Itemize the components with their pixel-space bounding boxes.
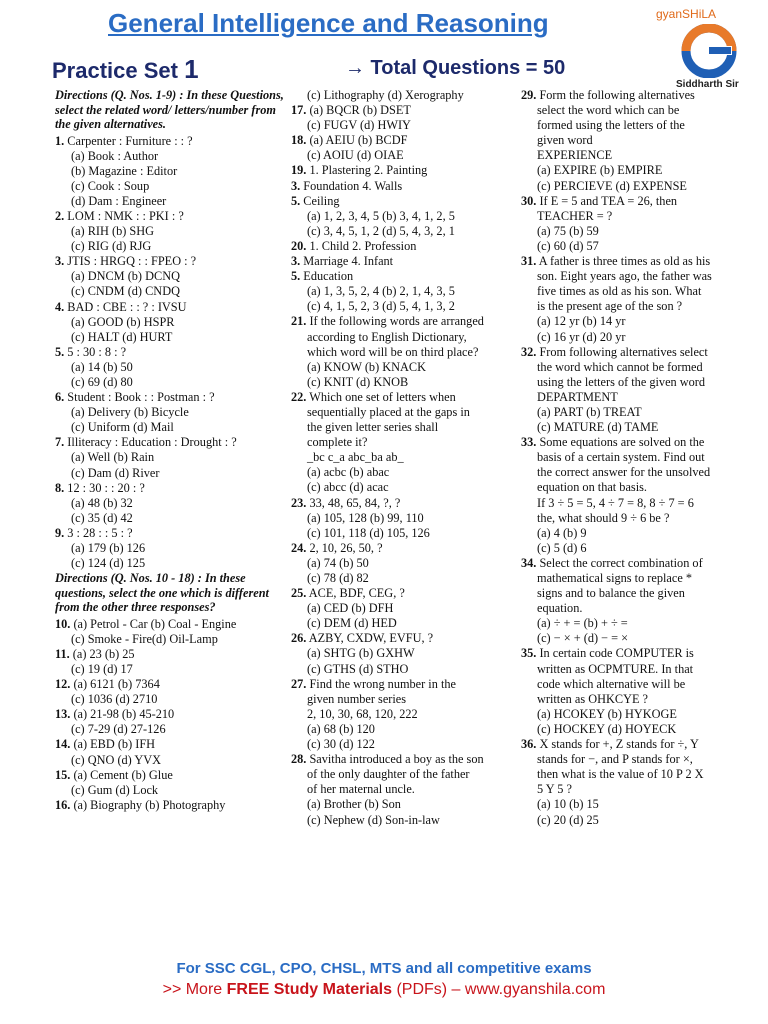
question-line: which word will be on third place? bbox=[307, 344, 479, 359]
answer-options: (c) FUGV (d) HWIY bbox=[307, 118, 411, 133]
answer-options: (c) Dam (d) River bbox=[71, 465, 160, 480]
question-line: 2, 10, 30, 68, 120, 222 bbox=[307, 706, 418, 721]
answer-options: (c) 7-29 (d) 27-126 bbox=[71, 722, 166, 737]
footer-promo-link[interactable]: (PDFs) – www.gyanshila.com bbox=[392, 981, 606, 998]
question-number: 8. bbox=[55, 480, 65, 495]
question-line: the given letter series shall bbox=[307, 420, 439, 435]
brand-name: gyanSHiLA bbox=[656, 7, 717, 21]
question-text: 11. (a) 23 (b) 25 bbox=[55, 646, 135, 661]
question-text: 33. Some equations are solved on the bbox=[521, 435, 705, 450]
question-text: 1. Carpenter : Furniture : : ? bbox=[55, 133, 193, 148]
answer-options: (c) CNDM (d) CNDQ bbox=[71, 284, 180, 299]
question-line: then what is the value of 10 P 2 X bbox=[537, 767, 704, 782]
question-number: 23. bbox=[291, 495, 307, 510]
footer-promo-bold: FREE Study Materials bbox=[226, 981, 392, 998]
answer-options: (a) Delivery (b) Bicycle bbox=[71, 405, 189, 420]
answer-options: (c) 4, 1, 5, 2, 3 (d) 5, 4, 1, 3, 2 bbox=[307, 299, 455, 314]
question-text: 6. Student : Book : : Postman : ? bbox=[55, 390, 215, 405]
question-line: signs and to balance the given bbox=[537, 586, 685, 601]
answer-options: (c) Nephew (d) Son-in-law bbox=[307, 812, 440, 827]
answer-options: (a) PART (b) TREAT bbox=[537, 404, 642, 419]
question-number: 15. bbox=[55, 767, 71, 782]
question-line: DEPARTMENT bbox=[537, 389, 618, 404]
answer-options: (a) 48 (b) 32 bbox=[71, 495, 133, 510]
question-number: 19. bbox=[291, 163, 307, 178]
answer-options: (c) RIG (d) RJG bbox=[71, 239, 152, 254]
answer-options: (a) 179 (b) 126 bbox=[71, 541, 146, 556]
question-text: 9. 3 : 28 : : 5 : ? bbox=[55, 525, 133, 540]
answer-options: (c) 1036 (d) 2710 bbox=[71, 692, 158, 707]
answer-options: (c) Uniform (d) Mail bbox=[71, 420, 174, 435]
question-column-2 bbox=[291, 88, 511, 828]
answer-options: (a) 12 yr (b) 14 yr bbox=[537, 314, 626, 329]
question-number: 3. bbox=[291, 254, 301, 269]
question-line: equation on that basis. bbox=[537, 480, 647, 495]
question-number: 26. bbox=[291, 631, 307, 646]
question-line: sequentially placed at the gaps in bbox=[307, 404, 470, 419]
question-number: 4. bbox=[55, 299, 65, 314]
question-number: 20. bbox=[291, 238, 307, 253]
answer-options: (a) 14 (b) 50 bbox=[71, 359, 133, 374]
question-line: 5 Y 5 ? bbox=[537, 782, 572, 797]
question-line: _bc c_a abc_ba ab_ bbox=[307, 450, 404, 465]
question-line: stands for −, and P stands for ×, bbox=[537, 752, 693, 767]
question-line: of her maternal uncle. bbox=[307, 782, 415, 797]
answer-options: (a) 74 (b) 50 bbox=[307, 555, 369, 570]
answer-options: (a) 10 (b) 15 bbox=[537, 797, 599, 812]
answer-options: (c) 30 (d) 122 bbox=[307, 737, 375, 752]
answer-options: (a) GOOD (b) HSPR bbox=[71, 314, 175, 329]
answer-options: (c) 19 (d) 17 bbox=[71, 662, 133, 676]
question-line: equation. bbox=[537, 601, 583, 616]
answer-options: (a) acbc (b) abac bbox=[307, 465, 390, 480]
question-text: 16. (a) Biography (b) Photography bbox=[55, 797, 226, 812]
question-number: 28. bbox=[291, 752, 307, 767]
question-text: 32. From following alternatives select bbox=[521, 344, 708, 359]
answer-options: (a) EXPIRE (b) EMPIRE bbox=[537, 163, 663, 178]
answer-options: (a) Well (b) Rain bbox=[71, 450, 155, 465]
answer-options: (a) HCOKEY (b) HYKOGE bbox=[537, 706, 677, 721]
question-number: 32. bbox=[521, 344, 537, 359]
question-line: (b) Magazine : Editor bbox=[71, 163, 178, 178]
answer-options: (c) Lithography (d) Xerography bbox=[307, 88, 464, 102]
answer-options: (c) 69 (d) 80 bbox=[71, 375, 133, 389]
practice-set-label bbox=[52, 54, 199, 85]
answer-options: (c) Smoke - Fire(d) Oil-Lamp bbox=[71, 631, 218, 646]
question-number: 35. bbox=[521, 646, 537, 661]
answer-options: (c) 101, 118 (d) 105, 126 bbox=[307, 525, 430, 540]
answer-options: (c) 124 (d) 125 bbox=[71, 556, 146, 571]
answer-options: (c) 78 (d) 82 bbox=[307, 571, 369, 585]
question-line: given number series bbox=[307, 691, 407, 706]
answer-options: (c) PERCIEVE (d) EXPENSE bbox=[537, 178, 687, 193]
answer-options: (c) MATURE (d) TAME bbox=[537, 420, 659, 435]
answer-options: (a) 4 (b) 9 bbox=[537, 525, 587, 540]
question-number: 31. bbox=[521, 254, 537, 269]
answer-options: (c) 3, 4, 5, 1, 2 (d) 5, 4, 3, 2, 1 bbox=[307, 223, 455, 238]
answer-options: (c) 5 (d) 6 bbox=[537, 540, 587, 555]
question-text: 24. 2, 10, 26, 50, ? bbox=[291, 540, 383, 555]
question-text: 4. BAD : CBE : : ? : IVSU bbox=[55, 299, 187, 314]
question-line: the correct answer for the unsolved bbox=[537, 465, 711, 480]
question-text: 25. ACE, BDF, CEG, ? bbox=[291, 586, 405, 601]
question-number: 13. bbox=[55, 707, 71, 722]
question-number: 6. bbox=[55, 390, 65, 405]
question-line: basis of a certain system. Find out bbox=[537, 450, 705, 465]
question-text: 3. JTIS : HRGQ : : FPEO : ? bbox=[55, 254, 197, 269]
answer-options: (a) 68 (b) 120 bbox=[307, 721, 375, 736]
question-text: 3. Foundation 4. Walls bbox=[291, 178, 403, 193]
question-number: 5. bbox=[291, 269, 301, 284]
question-text: 27. Find the wrong number in the bbox=[291, 676, 456, 691]
answer-options: (a) 1, 2, 3, 4, 5 (b) 3, 4, 1, 2, 5 bbox=[307, 208, 455, 223]
question-number: 11. bbox=[55, 646, 70, 661]
answer-options: (c) AOIU (d) OIAE bbox=[307, 148, 404, 163]
practice-set-text: Practice Set bbox=[52, 58, 178, 83]
practice-set-number: 1 bbox=[184, 54, 199, 84]
answer-options: (a) 1, 3, 5, 2, 4 (b) 2, 1, 4, 3, 5 bbox=[307, 284, 455, 299]
answer-options: (a) 75 (b) 59 bbox=[537, 223, 599, 238]
question-text: 29. Form the following alternatives bbox=[521, 88, 695, 102]
page-header bbox=[0, 0, 768, 92]
question-text: 18. (a) AEIU (b) BCDF bbox=[291, 133, 408, 148]
question-number: 30. bbox=[521, 193, 537, 208]
question-number: 22. bbox=[291, 389, 307, 404]
question-text: 3. Marriage 4. Infant bbox=[291, 254, 394, 269]
total-questions: → Total Questions = 50 bbox=[345, 57, 566, 79]
question-number: 25. bbox=[291, 586, 307, 601]
question-number: 14. bbox=[55, 737, 71, 752]
directions-text: Directions (Q. Nos. 10 - 18) : In these questions, select the one which is different from the other three responses? bbox=[55, 571, 269, 615]
question-text: 26. AZBY, CXDW, EVFU, ? bbox=[291, 631, 434, 646]
question-number: 10. bbox=[55, 616, 71, 631]
question-text: 13. (a) 21-98 (b) 45-210 bbox=[55, 707, 175, 722]
question-number: 21. bbox=[291, 314, 307, 329]
answer-options: (c) 16 yr (d) 20 yr bbox=[537, 329, 626, 344]
footer-exams-line: For SSC CGL, CPO, CHSL, MTS and all competitive exams bbox=[176, 960, 592, 977]
gyanshila-logo-icon bbox=[680, 24, 738, 78]
question-number: 1. bbox=[55, 133, 65, 148]
question-number: 12. bbox=[55, 677, 71, 692]
question-line: If 3 ÷ 5 = 5, 4 ÷ 7 = 8, 8 ÷ 7 = 6 bbox=[537, 495, 694, 510]
question-line: written as OCPMTURE. In that bbox=[537, 661, 694, 676]
question-line: complete it? bbox=[307, 435, 368, 450]
question-line: TEACHER = ? bbox=[537, 208, 613, 223]
answer-options: (a) 105, 128 (b) 99, 110 bbox=[307, 510, 424, 525]
question-line: the, what should 9 ÷ 6 be ? bbox=[537, 510, 670, 525]
question-text: 30. If E = 5 and TEA = 26, then bbox=[521, 193, 678, 208]
answer-options: (a) Book : Author bbox=[71, 148, 159, 163]
question-column-1 bbox=[55, 88, 291, 813]
question-text: 8. 12 : 30 : : 20 : ? bbox=[55, 480, 145, 495]
question-line: code which alternative will be bbox=[537, 676, 686, 691]
question-number: 5. bbox=[291, 193, 301, 208]
answer-options: (a) SHTG (b) GXHW bbox=[307, 646, 415, 661]
question-line: formed using the letters of the bbox=[537, 118, 685, 133]
question-number: 33. bbox=[521, 435, 537, 450]
question-line: (d) Dam : Engineer bbox=[71, 193, 167, 208]
answer-options: (a) CED (b) DFH bbox=[307, 601, 394, 616]
question-text: 5. Ceiling bbox=[291, 193, 340, 208]
answer-options: (c) − × + (d) − = × bbox=[537, 631, 629, 646]
answer-options: (c) KNIT (d) KNOB bbox=[307, 374, 409, 389]
answer-options: (c) 60 (d) 57 bbox=[537, 238, 599, 253]
question-number: 24. bbox=[291, 540, 307, 555]
question-number: 29. bbox=[521, 88, 537, 102]
question-text: 22. Which one set of letters when bbox=[291, 389, 456, 404]
answer-options: (c) abcc (d) acac bbox=[307, 480, 389, 495]
question-number: 5. bbox=[55, 344, 65, 359]
answer-options: (a) RIH (b) SHG bbox=[71, 224, 154, 239]
answer-options: (c) 20 (d) 25 bbox=[537, 812, 599, 827]
question-line: according to English Dictionary, bbox=[307, 329, 467, 344]
question-text: 14. (a) EBD (b) IFH bbox=[55, 737, 156, 752]
page-footer bbox=[0, 960, 768, 999]
teacher-name: Siddharth Sir bbox=[676, 79, 739, 90]
question-line: given word bbox=[537, 133, 593, 148]
question-text: 28. Savitha introduced a boy as the son bbox=[291, 752, 484, 767]
answer-options: (a) KNOW (b) KNACK bbox=[307, 359, 426, 374]
directions-text: Directions (Q. Nos. 1-9) : In these Questions, select the related word/ letters/number from the given alternatives. bbox=[55, 88, 284, 131]
answer-options: (a) DNCM (b) DCNQ bbox=[71, 269, 180, 284]
question-line: using the letters of the given word bbox=[537, 374, 706, 389]
answer-options: (a) Brother (b) Son bbox=[307, 797, 401, 812]
answer-options: (c) 35 (d) 42 bbox=[71, 510, 133, 525]
question-text: 36. X stands for +, Z stands for ÷, Y bbox=[521, 737, 699, 752]
question-text: 17. (a) BQCR (b) DSET bbox=[291, 103, 411, 118]
question-number: 9. bbox=[55, 525, 65, 540]
answer-options: (c) Gum (d) Lock bbox=[71, 782, 159, 797]
question-text: 34. Select the correct combination of bbox=[521, 555, 703, 570]
question-number: 3. bbox=[55, 254, 65, 269]
question-text: 31. A father is three times as old as his bbox=[521, 254, 711, 269]
question-line: is the present age of the son ? bbox=[537, 299, 683, 314]
question-text: 20. 1. Child 2. Profession bbox=[291, 238, 417, 253]
question-number: 16. bbox=[55, 797, 71, 812]
question-line: written as OHKCYE ? bbox=[537, 691, 648, 706]
question-line: the word which cannot be formed bbox=[537, 359, 703, 374]
question-number: 7. bbox=[55, 435, 65, 450]
footer-promo-prefix: >> More bbox=[162, 981, 227, 998]
question-number: 36. bbox=[521, 737, 537, 752]
page-title: General Intelligence and Reasoning bbox=[108, 8, 549, 38]
answer-options: (c) QNO (d) YVX bbox=[71, 752, 162, 767]
question-line: five times as old as his son. What bbox=[537, 284, 702, 299]
answer-options: (c) HOCKEY (d) HOYECK bbox=[537, 721, 677, 736]
question-text: 5. 5 : 30 : 8 : ? bbox=[55, 344, 127, 359]
question-text: 15. (a) Cement (b) Glue bbox=[55, 767, 173, 782]
question-text: 21. If the following words are arranged bbox=[291, 314, 484, 329]
answer-options: (c) GTHS (d) STHO bbox=[307, 661, 409, 676]
footer-promo-line bbox=[0, 981, 768, 999]
question-text: 19. 1. Plastering 2. Painting bbox=[291, 163, 428, 178]
question-text: 23. 33, 48, 65, 84, ?, ? bbox=[291, 495, 401, 510]
question-number: 17. bbox=[291, 103, 307, 118]
question-text: 5. Education bbox=[291, 269, 354, 284]
question-number: 34. bbox=[521, 555, 537, 570]
question-number: 18. bbox=[291, 133, 307, 148]
answer-options: (a) ÷ + = (b) + ÷ = bbox=[537, 616, 628, 631]
question-number: 3. bbox=[291, 178, 301, 193]
question-number: 2. bbox=[55, 208, 65, 223]
question-line: son. Eight years ago, the father was bbox=[537, 269, 712, 284]
question-column-3 bbox=[521, 88, 768, 828]
question-number: 27. bbox=[291, 676, 307, 691]
question-text: 7. Illiteracy : Education : Drought : ? bbox=[55, 435, 237, 450]
question-text: 2. LOM : NMK : : PKI : ? bbox=[55, 208, 184, 223]
question-line: of the only daughter of the father bbox=[307, 767, 470, 782]
answer-options: (c) HALT (d) HURT bbox=[71, 329, 173, 344]
question-text: 35. In certain code COMPUTER is bbox=[521, 646, 694, 661]
question-line: mathematical signs to replace * bbox=[537, 571, 693, 585]
answer-options: (c) DEM (d) HED bbox=[307, 616, 397, 631]
answer-options: (c) Cook : Soup bbox=[71, 178, 150, 193]
question-text: 12. (a) 6121 (b) 7364 bbox=[55, 677, 160, 692]
question-text: 10. (a) Petrol - Car (b) Coal - Engine bbox=[55, 616, 237, 631]
question-line: EXPERIENCE bbox=[537, 148, 613, 163]
question-line: select the word which can be bbox=[537, 103, 680, 118]
